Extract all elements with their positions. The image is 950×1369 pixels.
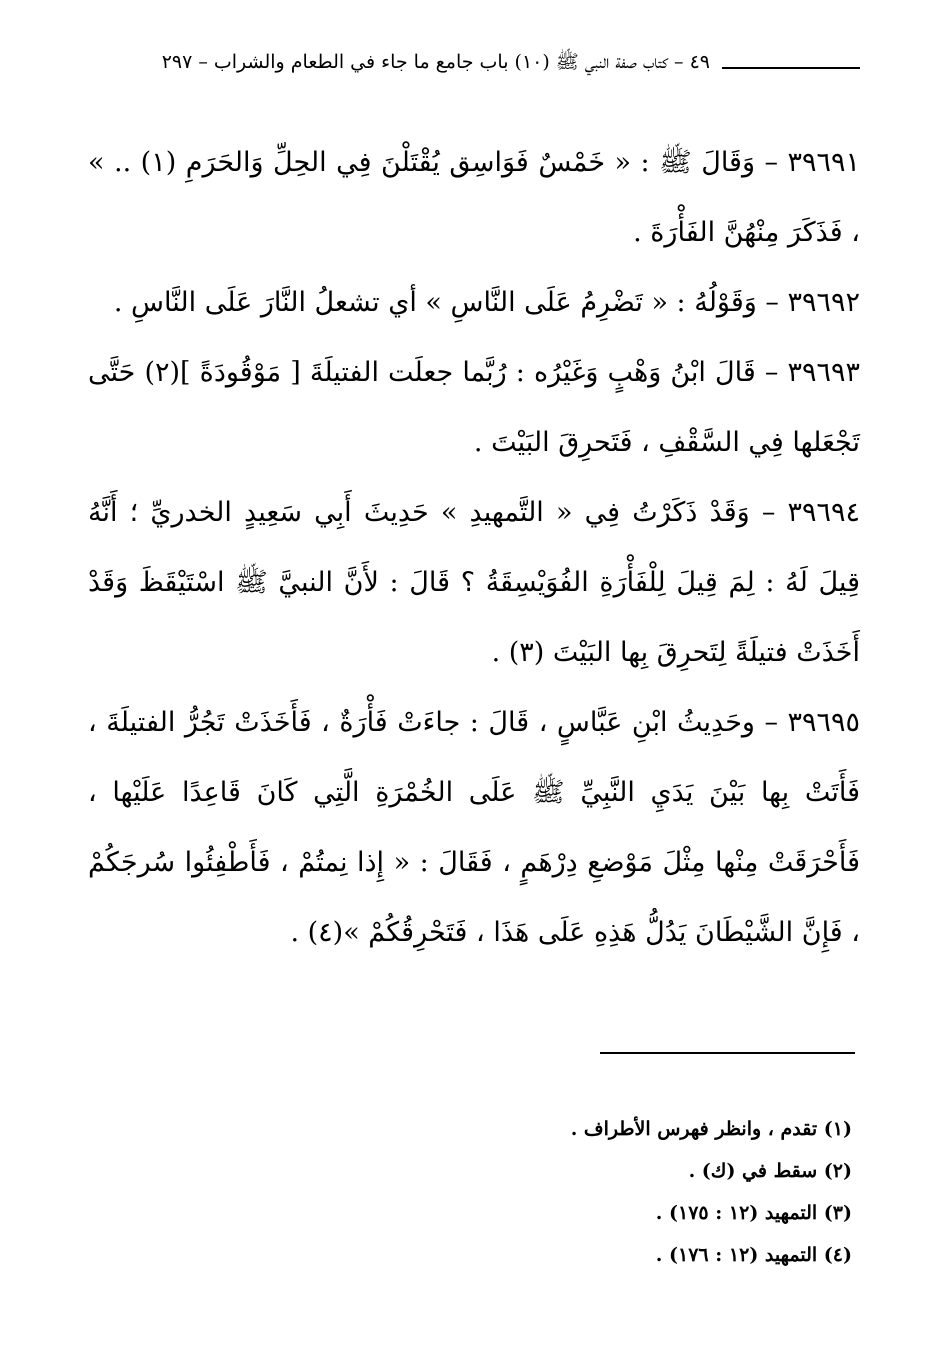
footnote-4: (٤) التمهيد (١٢ : ١٧٦) . — [655, 1244, 852, 1266]
footnote-separator — [600, 1052, 855, 1054]
paragraph-39691: ٣٩٦٩١ – وَقَالَ ﷺ : « خَمْسٌ فَوَاسِق يُقْتَلْنَ فِي الحِلِّ وَالحَرَمِ (١) .. » ، فَذَكَرَ مِنْهُنَّ الفَأْرَةَ . — [88, 147, 860, 248]
footnote-2: (٢) سقط في (ك) . — [688, 1160, 852, 1182]
footnote-3: (٣) التمهيد (١٢ : ١٧٥) . — [655, 1202, 852, 1224]
paragraph-39695: ٣٩٦٩٥ – وحَدِيثُ ابْنِ عَبَّاسٍ ، قَالَ : جاءَتْ فَأْرَةٌ ، فَأَخَذَتْ تَجُرُّ الفتيلَةَ ، فَأَتَتْ بِها بَيْنَ يَدَيِ النَّبِيِّ ﷺ عَلَى الخُمْرَةِ الَّتِي كَانَ قَاعِدًا عَلَيْها ، فَأَحْرَقَتْ مِنْها مِثْلَ مَوْضعِ دِرْهَمٍ ، فَقَالَ : « إِذا نِمتُمْ ، فَأَطْفِئُوا سُرجَكُمْ ، فَإِنَّ الشَّيْطَانَ يَدُلُّ هَذِهِ عَلَى هَذَا ، فَتَحْرِقُكُمْ »(٤) . — [88, 707, 860, 948]
footnote-1: (١) تقدم ، وانظر فهرس الأطراف . — [570, 1118, 852, 1140]
footnotes — [152, 1108, 852, 1276]
main-text — [88, 128, 860, 968]
paragraph-39693: ٣٩٦٩٣ – قَالَ ابْنُ وَهْبٍ وَغَيْرُه : رُبَّما جعلَت الفتيلَةَ [ مَوْقُودَةً ](٢) حَتَّى تَجْعَلها فِي السَّقْفِ ، فَتَحرِقَ البَيْتَ . — [88, 357, 860, 458]
header-rule — [722, 67, 860, 69]
running-header — [80, 46, 860, 86]
paragraph-39692: ٣٩٦٩٢ – وَقَوْلُهُ : « تَضْرِمُ عَلَى النَّاسِ » أي تشعلُ النَّارَ عَلَى النَّاسِ . — [113, 287, 860, 318]
running-header-text: ٤٩ – كتاب صفة النبي ﷺ (١٠) باب جامع ما جاء في الطعام والشراب – ٢٩٧ — [161, 51, 710, 73]
paragraph-39694: ٣٩٦٩٤ – وَقَدْ ذَكَرْتُ فِي « التَّمهيدِ » حَدِيثَ أَبِي سَعِيدٍ الخدريِّ ؛ أَنَّهُ قِيلَ لَهُ : لِمَ قِيلَ لِلْفَأْرَةِ الفُوَيْسِقَةُ ؟ قَالَ : لأَنَّ النبيَّ ﷺ اسْتَيْقَظَ وَقَدْ أَخَذَتْ فتيلَةً لِتَحرِقَ بِها البَيْتَ (٣) . — [88, 497, 860, 668]
